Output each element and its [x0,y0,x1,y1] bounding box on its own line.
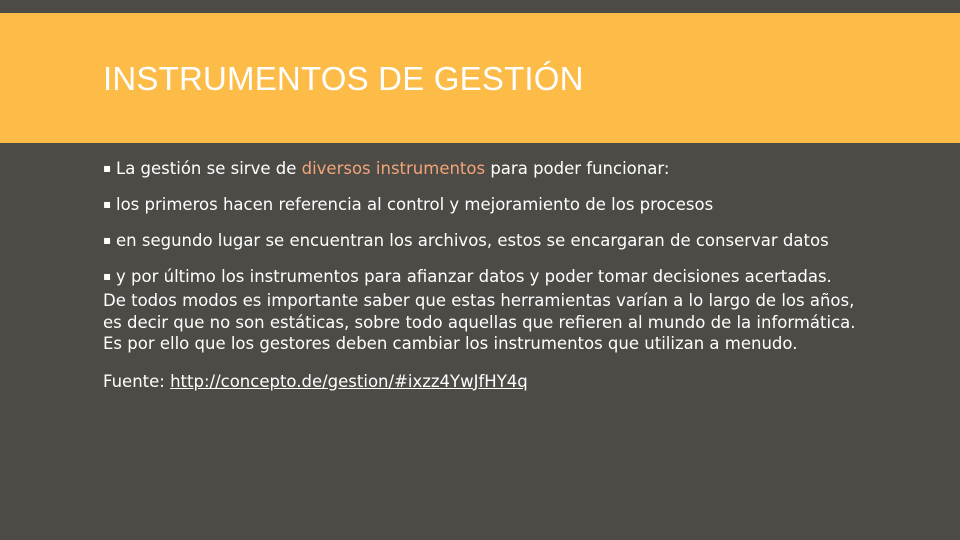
bullet-item-1 [103,158,873,179]
bullet-marker-icon: ▪ [103,233,112,247]
bullet-text: en segundo lugar se encuentran los archivos, estos se encargaran de conservar datos [116,231,829,250]
bullet-text: y por último los instrumentos para afianzar datos y poder tomar decisiones acertadas. [116,267,832,286]
source-line [103,371,873,393]
bullet-item-4 [103,266,873,287]
bullet-text: los primeros hacen referencia al control y mejoramiento de los procesos [116,195,714,214]
slide-content [103,158,873,393]
bullet-marker-icon: ▪ [103,161,112,175]
bullet-item-2 [103,194,873,215]
bullet-marker-icon: ▪ [103,269,112,283]
bullet-marker-icon: ▪ [103,197,112,211]
source-link[interactable]: http://concepto.de/gestion/#ixzz4YwJfHY4q [170,371,528,391]
bullet-item-3 [103,230,873,251]
highlighted-phrase: diversos instrumentos [301,159,486,178]
body-paragraph: De todos modos es importante saber que estas herramientas varían a lo largo de los años, es decir que no son estáticas, sobre todo aquellas que refieren al mundo de la informática. Es por ello que los gestores deben cambiar los instrumentos que utilizan a menudo. [103,291,856,353]
bullet-text-suffix: para poder funcionar: [485,159,670,178]
bullet-text-prefix: La gestión se sirve de [116,159,302,178]
slide-title: INSTRUMENTOS DE GESTIÓN [103,60,584,97]
source-label: Fuente: [103,371,171,391]
bullet-list [103,158,873,287]
